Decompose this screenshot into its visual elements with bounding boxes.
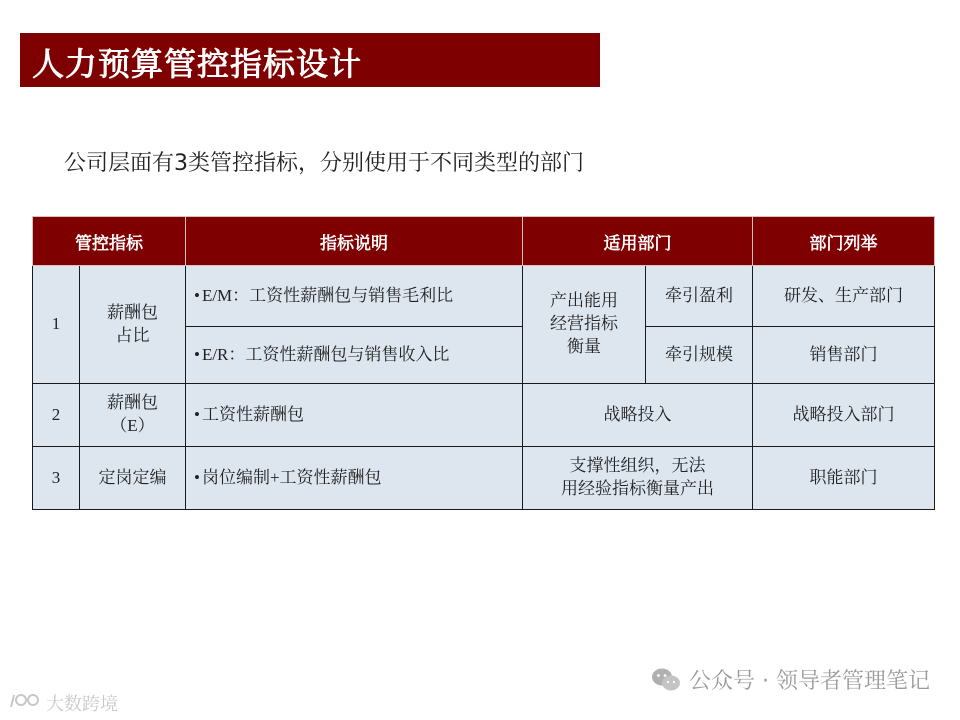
bullet-icon: •	[194, 344, 200, 364]
description-text: E/R：工资性薪酬包与销售收入比	[201, 344, 450, 364]
indicator-description	[186, 384, 523, 447]
indicator-name: 薪酬包 （E）	[80, 384, 186, 447]
watermark-text: 公众号 · 领导者管理笔记	[689, 669, 930, 694]
description-text: 岗位编制+工资性薪酬包	[201, 467, 382, 487]
indicator-table	[32, 216, 935, 510]
row-number: 3	[33, 447, 80, 510]
corner-logo	[8, 690, 118, 716]
row-number: 2	[33, 384, 80, 447]
wechat-icon	[651, 667, 681, 693]
header-indicator: 管控指标	[33, 217, 186, 266]
dept-example: 销售部门	[753, 327, 935, 384]
dept-type: 牵引盈利	[646, 266, 753, 327]
description-text: E/M：工资性薪酬包与销售毛利比	[201, 285, 454, 305]
dept-type: 支撑性组织，无法 用经验指标衡量产出	[523, 447, 753, 510]
dept-group: 产出能用 经营指标 衡量	[523, 266, 646, 384]
logo-text: 大数跨境	[46, 694, 118, 715]
logo-icon	[8, 691, 42, 716]
table-row	[33, 447, 935, 510]
header-description: 指标说明	[186, 217, 523, 266]
row-number: 1	[33, 266, 80, 384]
indicator-description	[186, 327, 523, 384]
table-row	[33, 384, 935, 447]
bullet-icon: •	[194, 467, 200, 487]
header-dept-examples: 部门列举	[753, 217, 935, 266]
description-text: 工资性薪酬包	[201, 404, 304, 424]
title-banner	[20, 33, 600, 87]
page-subtitle: 公司层面有3类管控指标，分别使用于不同类型的部门	[64, 151, 584, 176]
indicator-name: 薪酬包 占比	[80, 266, 186, 384]
header-applicable-dept: 适用部门	[523, 217, 753, 266]
bullet-icon: •	[194, 285, 200, 305]
dept-type: 牵引规模	[646, 327, 753, 384]
bullet-icon: •	[194, 404, 200, 424]
dept-example: 战略投入部门	[753, 384, 935, 447]
indicator-description	[186, 447, 523, 510]
dept-type: 战略投入	[523, 384, 753, 447]
table-row	[33, 266, 935, 327]
page-title: 人力预算管控指标设计	[32, 45, 363, 83]
indicator-name: 定岗定编	[80, 447, 186, 510]
wechat-watermark	[651, 664, 930, 695]
dept-example: 职能部门	[753, 447, 935, 510]
dept-example: 研发、生产部门	[753, 266, 935, 327]
indicator-description	[186, 266, 523, 327]
table-header-row	[33, 217, 935, 266]
